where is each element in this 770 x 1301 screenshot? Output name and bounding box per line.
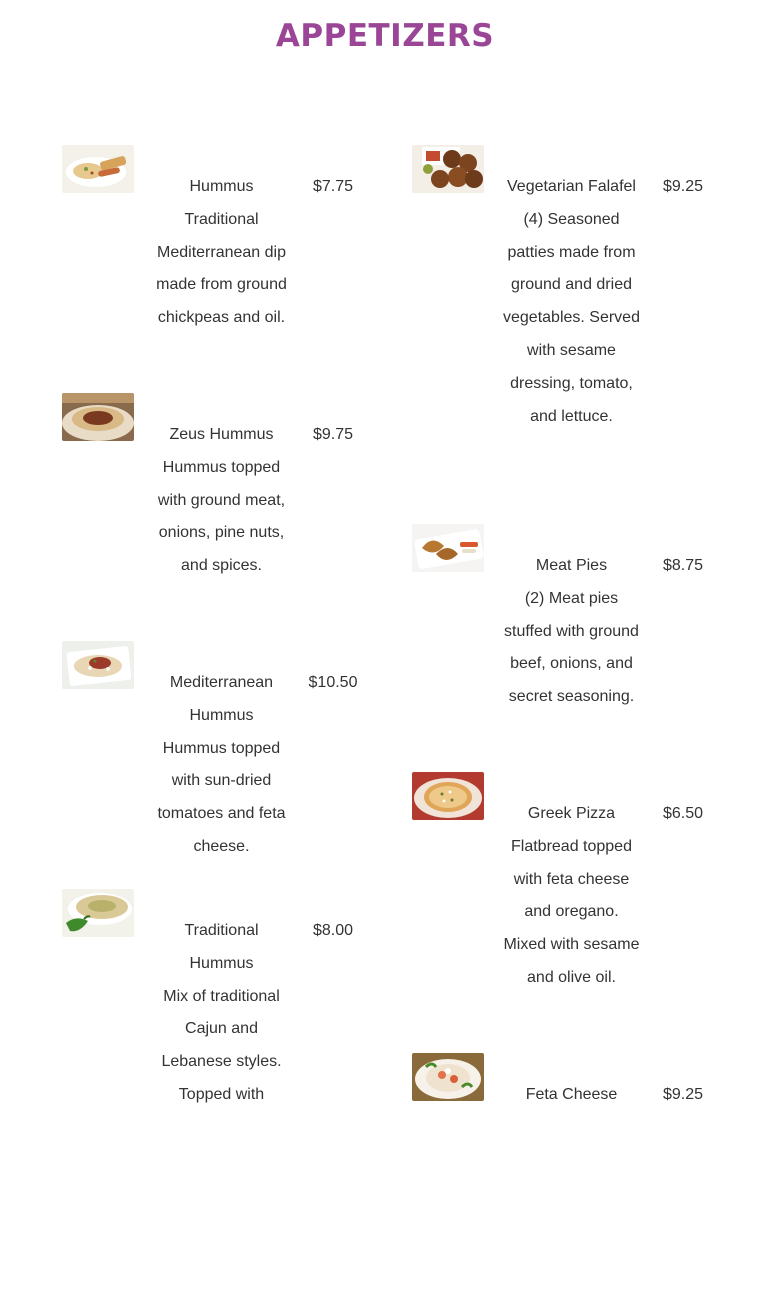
menu-item — [412, 524, 762, 772]
item-price: $8.00 — [312, 922, 354, 939]
item-price: $9.75 — [312, 426, 354, 443]
item-description: Traditional Mediterranean dip made from ground chickpeas and oil. — [156, 210, 287, 327]
item-description: (2) Meat pies stuffed with ground beef, onions, and secret seasoning. — [504, 589, 639, 706]
hummus-pepper-image — [62, 889, 134, 937]
item-price: $6.50 — [662, 805, 704, 822]
item-name: Meat Pies — [535, 557, 608, 574]
menu-item — [62, 889, 412, 1137]
greek-pizza-image — [412, 772, 484, 820]
item-name: Vegetarian Falafel — [507, 178, 636, 195]
menu-column-right — [412, 145, 762, 1301]
item-price: $10.50 — [308, 674, 358, 691]
meat-pies-image — [412, 524, 484, 572]
menu-item — [62, 641, 412, 889]
item-name: Hummus — [189, 178, 254, 195]
item-description: (4) Seasoned patties made from ground and dried vegetables. Served with sesame dressing, tomato, and lettuce. — [503, 210, 640, 425]
item-name: Greek Pizza — [527, 805, 616, 822]
item-description: Flatbread topped with feta cheese and oregano. Mixed with sesame and olive oil. — [503, 837, 640, 986]
item-price: $9.25 — [662, 1086, 704, 1103]
item-description: Hummus topped with ground meat, onions, pine nuts, and spices. — [157, 458, 286, 575]
menu-item — [412, 1053, 762, 1301]
item-name: Mediterranean Hummus — [169, 674, 274, 724]
menu-item — [412, 772, 762, 1053]
item-price: $8.75 — [662, 557, 704, 574]
falafel-image — [412, 145, 484, 193]
menu-column-left — [62, 145, 412, 1137]
page-title: APPETIZERS — [275, 18, 495, 54]
menu-item — [62, 145, 412, 393]
item-name: Traditional Hummus — [184, 922, 259, 972]
menu-item — [62, 393, 412, 641]
item-price: $7.75 — [312, 178, 354, 195]
tomato-hummus-image — [62, 641, 134, 689]
item-price: $9.25 — [662, 178, 704, 195]
item-name: Feta Cheese — [525, 1086, 618, 1103]
item-description: Hummus topped with sun-dried tomatoes and feta cheese. — [157, 739, 286, 855]
item-description: Mix of traditional Cajun and Lebanese styles. Topped with — [161, 987, 282, 1103]
item-name: Zeus Hummus — [169, 426, 274, 443]
hummus-plate-image — [62, 145, 134, 193]
menu-item — [412, 145, 762, 524]
meat-hummus-image — [62, 393, 134, 441]
feta-cheese-image — [412, 1053, 484, 1101]
